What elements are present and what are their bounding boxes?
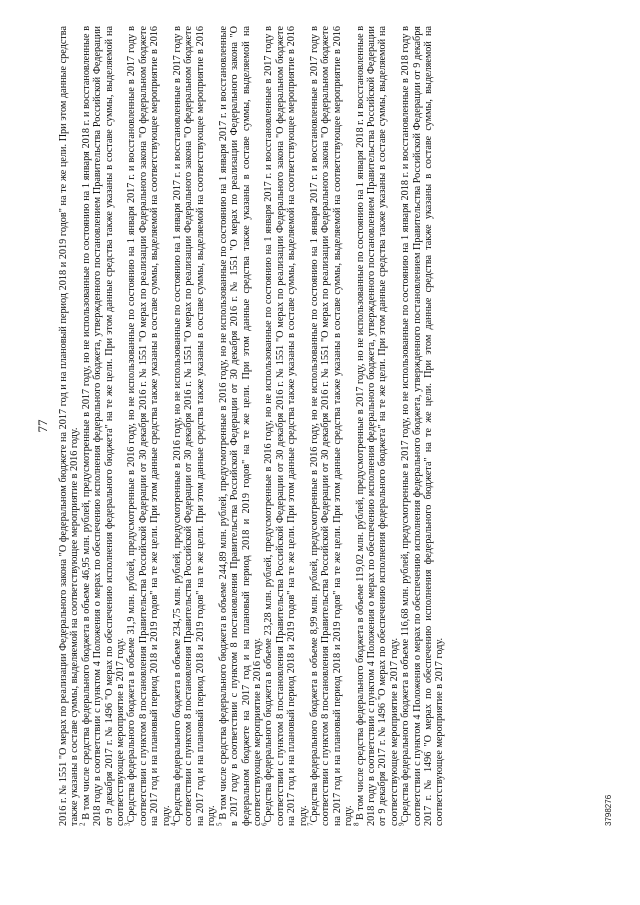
footnote-text: В том числе средства федерального бюджета в объеме 244,89 млн. рублей, предусмотренные в 2016 году, но не использованные по состоянию на 1 января 2017 г. и восстановленные в 2017 году в соответствии с пунктом 8 постановления Правительства Российской Федерации от 30 декабря 2016 г. № 1551 "О мерах по реализации Федерального закона "О федеральном бюджете на 2017 год и на плановый период 2018 и 2019 годов" на те же цели. При этом данные средства также указаны в составе суммы, выделяемой на соответствующее мероприятие в 2016 году.: [217, 25, 263, 826]
footnote-text: Средства федерального бюджета в объеме 8,99 млн. рублей, предусмотренные в 2016 году, но не использованные по состоянию на 1 января 2017 г. и восстановленные в 2017 году в соответствии с пунктом 8 постановления Правительства Российской Федерации от 30 декабря 2016 г. № 1551 "О мерах по реализации Федерального закона "О федеральном бюджете на 2017 год и на плановый период 2018 и 2019 годов" на те же цели. При этом данные средства также указаны в составе суммы, выделяемой на соответствующее мероприятие в 2016 году.: [308, 26, 355, 826]
footnote-text: Средства федерального бюджета в объеме 234,75 млн. рублей, предусмотренные в 2016 году, но не использованные по состоянию на 1 января 2017 г. и восстановленные в 2017 году в соответствии с пунктом 8 постановления Правительства Российской Федерации от 30 декабря 2016 г. № 1551 "О мерах по реализации Федерального закона "О федеральном бюджете на 2017 год и на плановый период 2018 и 2019 годов" на те же цели. При этом данные средства также указаны в составе суммы, выделяемой на соответствующее мероприятие в 2016 году.: [172, 26, 218, 826]
footnote-marker: 3: [124, 822, 133, 826]
footnote-9: [397, 26, 446, 826]
footnote-text: В том числе средства федерального бюджета в объеме 119,02 млн. рублей, предусмотренные в 2017 году, но не использованные по состоянию на 1 января 2018 г. и восстановленные в 2018 году в соответствии с пунктом 4 Положения о мерах по обеспечению исполнения федерального бюджета, утвержденного постановлением Правительства Российской Федерации от 9 декабря 2017 г. № 1496 "О мерах по обеспечению исполнения федерального бюджета" на те же цели. При этом данные средства также указаны в составе суммы, выделяемой на соответствующее мероприятие в 2017 году.: [354, 25, 400, 826]
footnote-marker: 9: [397, 822, 406, 826]
footnote-continuation: [58, 26, 81, 826]
footnote-text: Средства федерального бюджета в объеме 31,9 млн. рублей, предусмотренные в 2016 году, но не использованные по состоянию на 1 января 2017 г. и восстановленные в 2017 году в соответствии с пунктом 8 постановления Правительства Российской Федерации от 30 декабря 2016 г. № 1551 "О мерах по реализации Федерального закона "О федеральном бюджете на 2017 год и на плановый период 2018 и 2019 годов" на те же цели. При этом данные средства также указаны в составе суммы, выделяемой на соответствующее мероприятие в 2016 году.: [126, 26, 172, 826]
footnote-8: [352, 25, 401, 826]
footnotes-block: [58, 26, 446, 826]
footnote-4: [169, 26, 218, 826]
footnote-2: [78, 26, 127, 826]
footnote-marker: 7: [306, 822, 315, 826]
footnote-7: [306, 26, 355, 826]
footnote-marker: 5: [215, 822, 224, 826]
rotated-landscape-content: [36, 26, 616, 826]
footnote-marker: 8: [352, 822, 361, 826]
footnote-marker: 6: [260, 822, 269, 826]
footnote-5: [215, 25, 264, 826]
footnote-marker: 4: [169, 822, 178, 826]
page-number: 77: [35, 419, 50, 433]
footnote-text: Средства федерального бюджета в объеме 23,28 млн. рублей, предусмотренные в 2016 году, но не использованные по состоянию на 1 января 2017 г. и восстановленные в 2017 году в соответствии с пунктом 8 постановления Правительства Российской Федерации от 30 декабря 2016 г. № 1551 "О мерах по реализации Федерального закона "О федеральном бюджете на 2017 год и на плановый период 2018 и 2019 годов" на те же цели. При этом данные средства также указаны в составе суммы, выделяемой на соответствующее мероприятие в 2016 году.: [263, 26, 309, 826]
document-code: 3798276: [604, 794, 613, 826]
footnote-text: В том числе средства федерального бюджета в объеме 46,95 млн. рублей, предусмотренные в 2017 году, но не использованные по состоянию на 1 января 2018 г. и восстановленные в 2018 году в соответствии с пунктом 4 Положения о мерах по обеспечению исполнения федерального бюджета, утвержденного постановлением Правительства Российской Федерации от 9 декабря 2017 г. № 1496 "О мерах по обеспечению исполнения федерального бюджета" на те же цели. При этом данные средства также указаны в составе суммы, выделяемой на соответствующее мероприятие в 2017 году.: [80, 26, 127, 826]
footnote-3: [126, 26, 172, 826]
footnote-6: [260, 26, 309, 826]
footnote-continuation-text: 2016 г. № 1551 "О мерах по реализации Федерального закона "О федеральном бюджете на 2017 год и на плановый период 2018 и 2019 годов" на те же цели. При этом данные средства также указаны в составе суммы, выделяемой на соответствующее мероприятие в 2016 году.: [58, 26, 81, 826]
footnote-text: Средства федерального бюджета в объеме 116,68 млн. рублей, предусмотренные в 2017 году, но не использованные по состоянию на 1 января 2018 г. и восстановленные в 2018 году в соответствии с пунктом 4 Положения о мерах по обеспечению исполнения федерального бюджета, утвержденного постановлением Правительства Российской Федерации от 9 декабря 2017 г. № 1496 "О мерах по обеспечению исполнения федерального бюджета" на те же цели. При этом данные средства также указаны в составе суммы, выделяемой на соответствующее мероприятие в 2017 году.: [400, 26, 446, 826]
footnote-marker: 2: [78, 822, 87, 826]
